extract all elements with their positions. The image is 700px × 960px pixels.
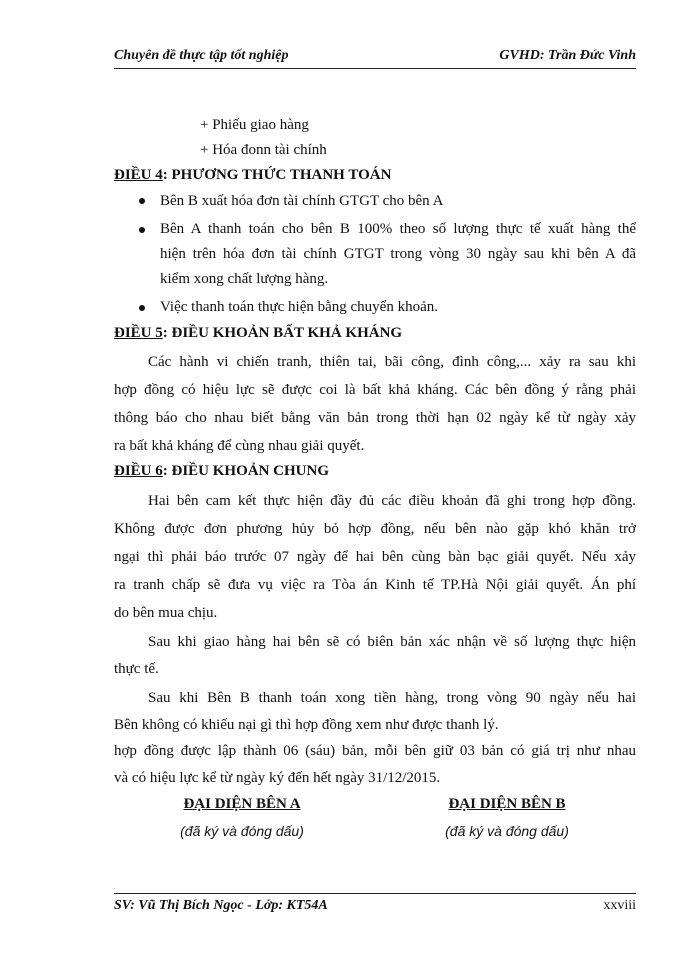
- article-5-heading: [114, 324, 402, 342]
- header-right: GVHD: Trần Đức Vinh: [499, 48, 636, 63]
- signature-title-b: ĐẠI DIỆN BÊN B: [448, 796, 566, 812]
- paragraph-line: ngại thì phải báo trước 07 ngày để hai bên cùng bàn bạc giải quyết. Nếu xảy: [114, 549, 636, 565]
- paragraph-line: và có hiệu lực kể từ ngày ký đến hết ngày 31/12/2015.: [114, 770, 441, 786]
- bullet-icon: [136, 195, 148, 207]
- header-left: Chuyên đề thực tập tốt nghiệp: [114, 48, 289, 63]
- page-footer: [114, 893, 636, 918]
- signature-note-b: (đã ký và đóng dấu): [445, 823, 569, 839]
- paragraph-line: thực tế.: [114, 661, 159, 677]
- bullet-text: hiện trên hóa đơn tài chính GTGT trong vòng 30 ngày sau khi bên A đã: [160, 246, 636, 262]
- bullet-icon: [136, 224, 148, 236]
- bullet-text: Bên A thanh toán cho bên B 100% theo số lượng thực tế xuất hàng thể: [160, 221, 636, 237]
- signature-note-a: (đã ký và đóng dấu): [180, 823, 304, 839]
- paragraph-line: do bên mua chịu.: [114, 605, 218, 621]
- article-6-heading: [114, 462, 329, 480]
- page-header: [114, 44, 636, 69]
- paragraph-line: hợp đồng được lập thành 06 (sáu) bản, mỗi bên giữ 03 bản có giá trị như nhau: [114, 743, 636, 759]
- article-title: : PHƯƠNG THỨC THANH TOÁN: [162, 167, 392, 183]
- list-item: + Phiếu giao hàng: [200, 117, 309, 133]
- paragraph-line: ra tranh chấp sẽ đưa vụ việc ra Tòa án Kinh tế TP.Hà Nội giải quyết. Án phí: [114, 577, 636, 593]
- article-title: : ĐIỀU KHOẢN CHUNG: [162, 463, 330, 479]
- paragraph-line: Sau khi giao hàng hai bên sẽ có biên bản xác nhận về số lượng thực hiện: [148, 634, 636, 650]
- article-number: ĐIỀU 5: [114, 325, 163, 341]
- paragraph-line: Sau khi Bên B thanh toán xong tiền hàng, trong vòng 90 ngày nếu hai: [148, 690, 636, 706]
- article-number: ĐIỀU 6: [114, 463, 163, 479]
- paragraph-line: thông báo cho nhau biết bằng văn bản trong thời hạn 02 ngày kể từ ngày xảy: [114, 410, 636, 426]
- bullet-text: Bên B xuất hóa đơn tài chính GTGT cho bên A: [160, 193, 444, 209]
- bullet-text: Việc thanh toán thực hiện bằng chuyển khoản.: [160, 299, 438, 315]
- paragraph-line: ra bất khả kháng để cùng nhau giải quyết.: [114, 438, 365, 454]
- paragraph-line: hợp đồng có hiệu lực sẽ được coi là bất khả kháng. Các bên đồng ý rằng phải: [114, 382, 636, 398]
- paragraph-line: Không được đơn phương hủy bỏ hợp đồng, nếu bên nào gặp khó khăn trở: [114, 521, 636, 537]
- paragraph-line: Hai bên cam kết thực hiện đầy đủ các điều khoản đã ghi trong hợp đồng.: [148, 493, 636, 509]
- article-4-heading: [114, 166, 391, 184]
- paragraph-line: Bên không có khiếu nại gì thì hợp đồng xem như được thanh lý.: [114, 717, 499, 733]
- bullet-icon: [136, 302, 148, 314]
- list-item: + Hóa đonn tài chính: [200, 142, 327, 158]
- article-number: ĐIỀU 4: [114, 167, 163, 183]
- bullet-text: kiểm xong chất lượng hàng.: [160, 271, 329, 287]
- paragraph-line: Các hành vi chiến tranh, thiên tai, bãi công, đình công,... xảy ra sau khi: [148, 354, 636, 370]
- page-number: xxviii: [603, 898, 636, 913]
- article-title: : ĐIỀU KHOẢN BẤT KHẢ KHÁNG: [162, 325, 403, 341]
- footer-left: SV: Vũ Thị Bích Ngọc - Lớp: KT54A: [114, 898, 328, 913]
- signature-title-a: ĐẠI DIỆN BÊN A: [183, 796, 301, 812]
